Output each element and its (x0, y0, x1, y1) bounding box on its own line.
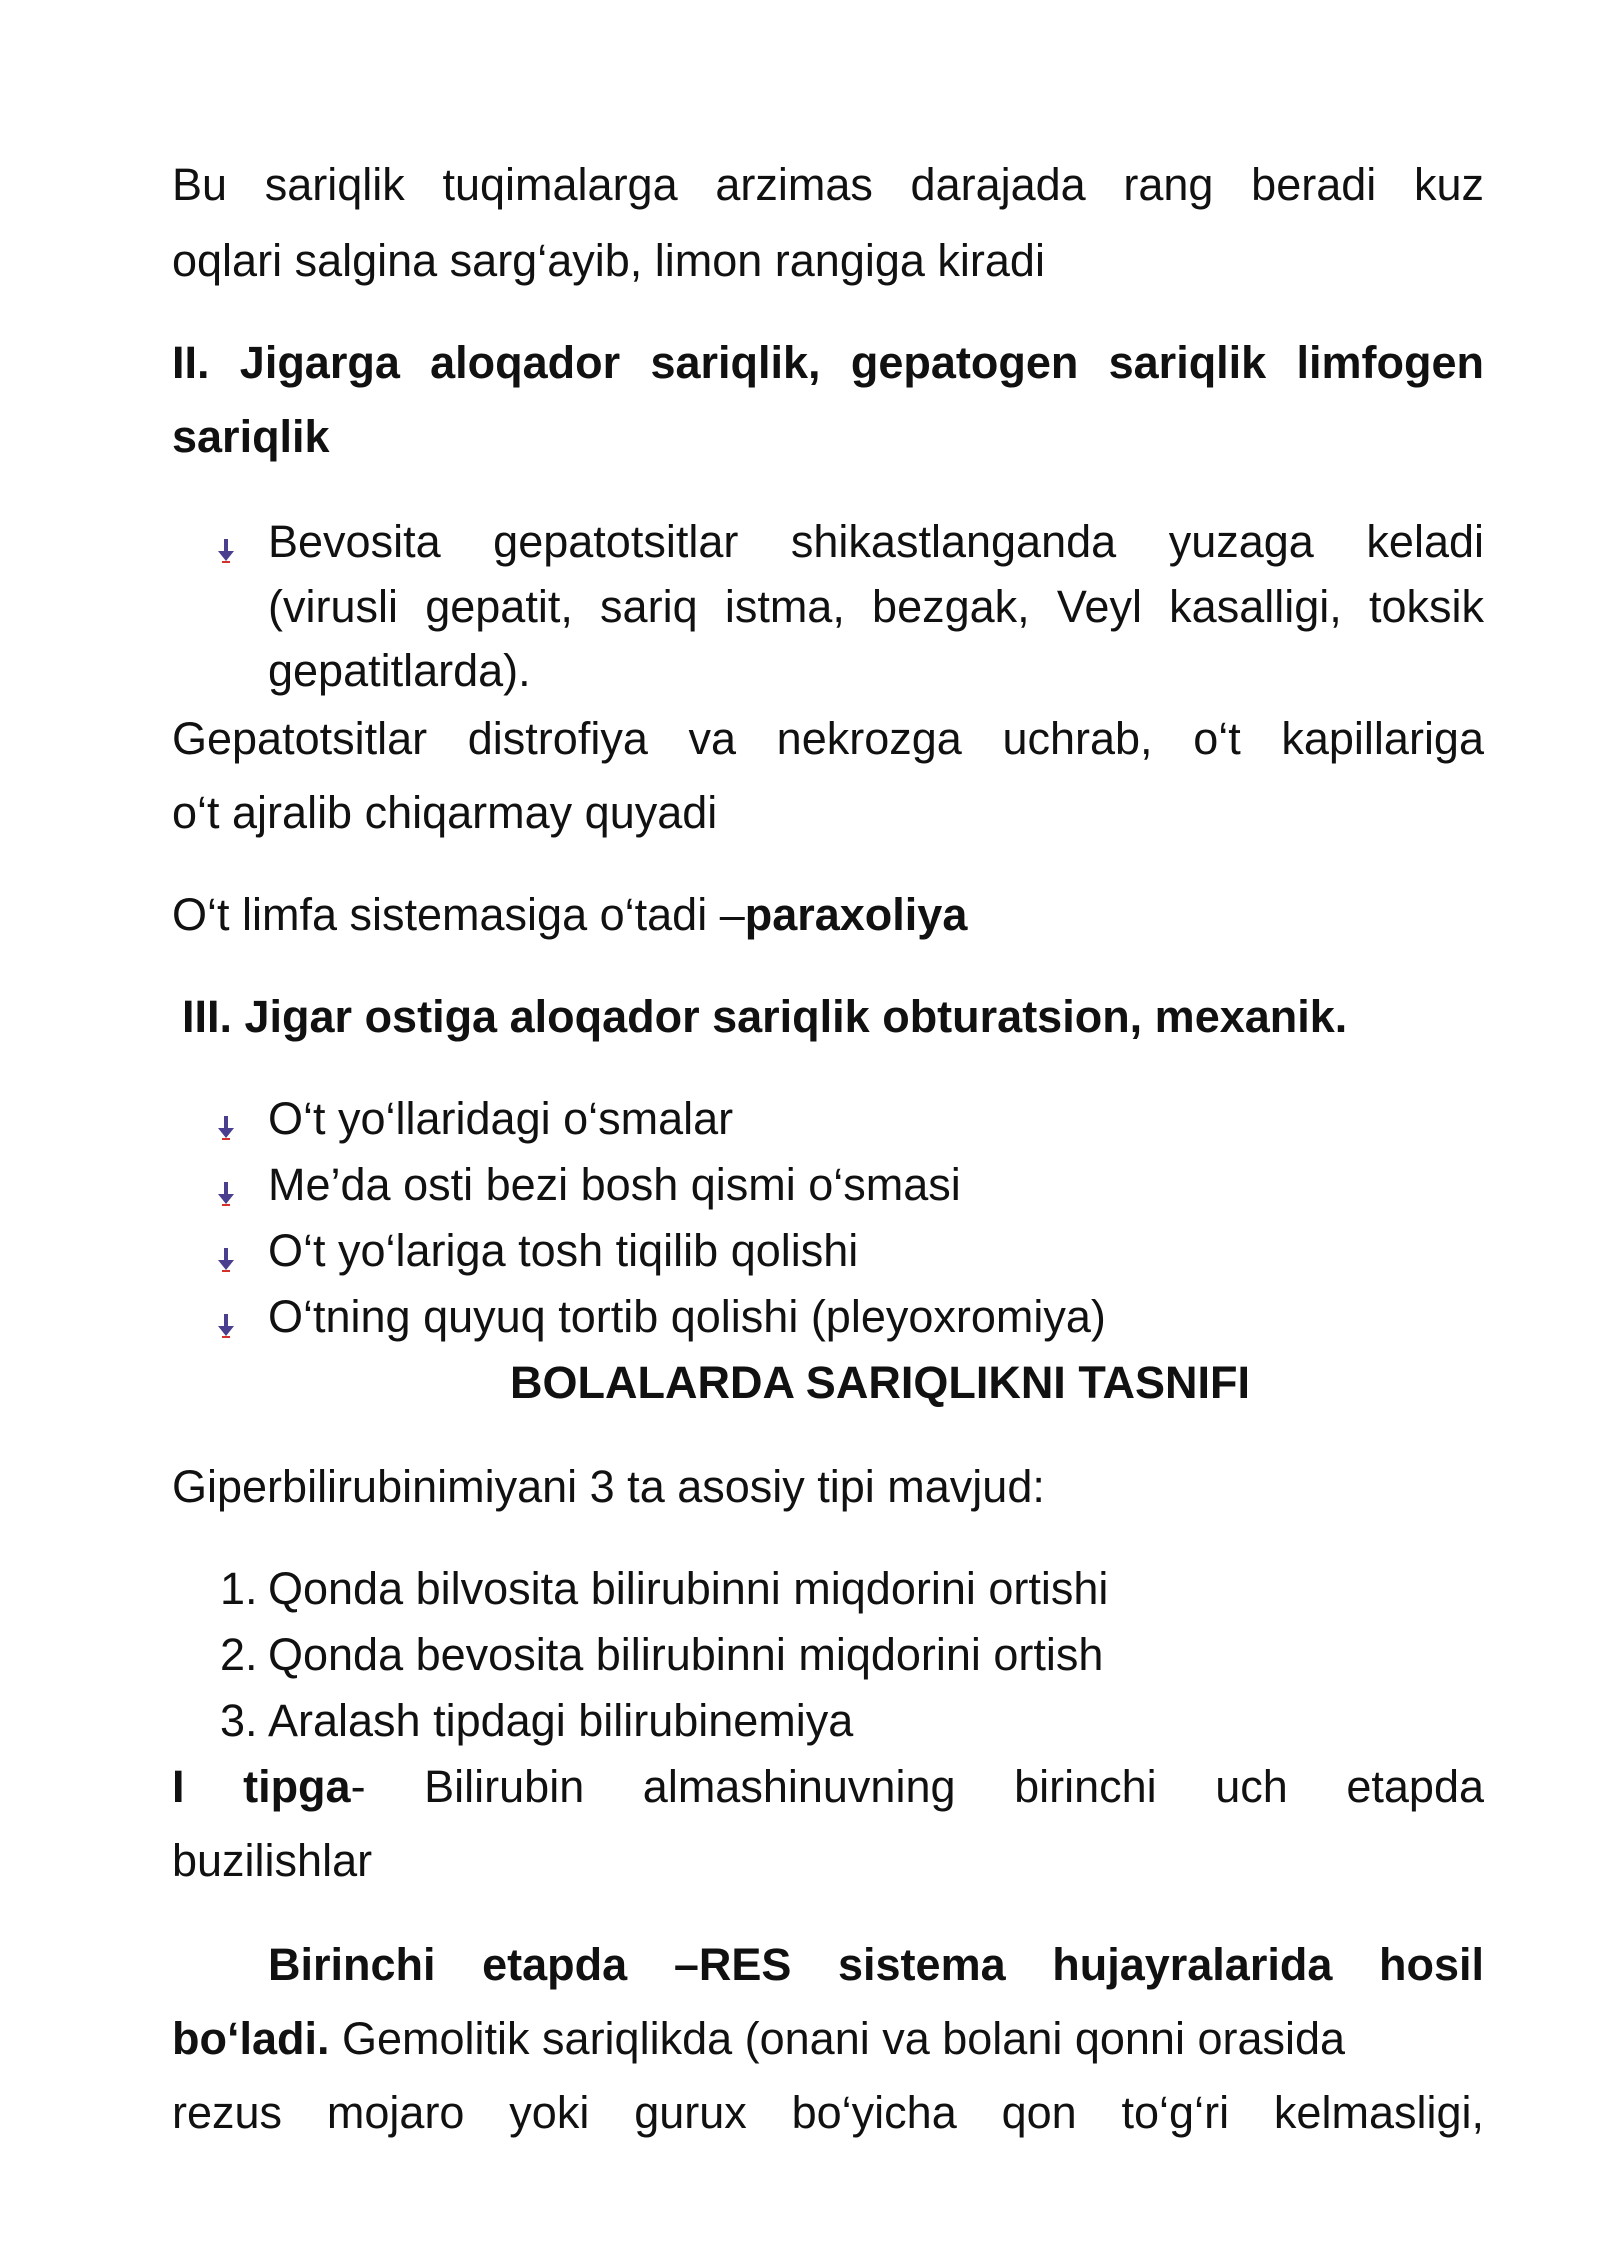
bullet-item-1-line-2: (virusli gepatit, sariq istma, bezgak, Veyl kasalligi, toksik (268, 581, 1484, 632)
bullet-item-4-text: O‘t yo‘lariga tosh tiqilib qolishi (268, 1225, 859, 1276)
bullet-item-1 (216, 516, 1484, 567)
bullet-item-5-text: O‘tning quyuq tortib qolishi (pleyoxromiya) (268, 1291, 1106, 1342)
bullet-item-3 (216, 1159, 1484, 1210)
down-arrow-bullet-icon (216, 1236, 236, 1266)
paragraph-2-line-1: Gepatotsitlar distrofiya va nekrozga uchrab, o‘t kapillariga (172, 713, 1484, 764)
numbered-item-3 (220, 1695, 854, 1746)
bullet-item-2-text: O‘t yo‘llaridagi o‘smalar (268, 1093, 734, 1144)
numbered-item-2 (220, 1629, 1104, 1680)
numbered-item-1 (220, 1563, 1109, 1614)
down-arrow-bullet-icon (216, 527, 236, 557)
bullet-item-3-text: Me’da osti bezi bosh qismi o‘smasi (268, 1159, 961, 1210)
paragraph-6-bold-term: bo‘ladi. (172, 2013, 330, 2064)
paragraph-5-bold-term: I tipga (172, 1761, 351, 1812)
heading-2-line-2: sariqlik (172, 411, 330, 462)
paragraph-6-line-1: Birinchi etapda –RES sistema hujayralarida hosil (268, 1939, 1484, 1990)
bullet-item-1-line-3: gepatitlarda). (268, 645, 531, 696)
heading-2-line-1: II. Jigarga aloqador sariqlik, gepatogen sariqlik limfogen (172, 337, 1484, 388)
down-arrow-bullet-icon (216, 1104, 236, 1134)
numbered-item-1-text: Qonda bilvosita bilirubinni miqdorini ortishi (268, 1563, 1109, 1614)
heading-3: III. Jigar ostiga aloqador sariqlik obturatsion, mexanik. (182, 991, 1348, 1042)
bullet-item-2 (216, 1093, 1484, 1144)
bullet-item-5 (216, 1291, 1484, 1342)
paragraph-5-text: - Bilirubin almashinuvning birinchi uch etapda (350, 1761, 1484, 1812)
numbered-item-2-text: Qonda bevosita bilirubinni miqdorini ortish (268, 1629, 1104, 1680)
bullet-item-1-line-1: Bevosita gepatotsitlar shikastlanganda yuzaga keladi (268, 516, 1484, 567)
down-arrow-bullet-icon (216, 1170, 236, 1200)
paragraph-1-line-1: Bu sariqlik tuqimalarga arzimas darajada rang beradi kuz (172, 159, 1484, 210)
paragraph-3 (172, 889, 1484, 940)
paragraph-5-line-1 (172, 1761, 1484, 1812)
down-arrow-bullet-icon (216, 1302, 236, 1332)
paragraph-6-line-2-text: Gemolitik sariqlikda (onani va bolani qonni orasida (329, 2013, 1346, 2064)
paragraph-2-line-2: o‘t ajralib chiqarmay quyadi (172, 787, 718, 838)
numbered-item-3-text: Aralash tipdagi bilirubinemiya (268, 1695, 854, 1746)
numbered-item-3-number: 3. (220, 1695, 258, 1746)
bullet-item-4 (216, 1225, 1484, 1276)
numbered-item-2-number: 2. (220, 1629, 258, 1680)
paragraph-3-bold-term: paraxoliya (744, 889, 968, 940)
paragraph-4: Giperbilirubinimiyani 3 ta asosiy tipi mavjud: (172, 1461, 1045, 1512)
paragraph-5-line-2: buzilishlar (172, 1835, 373, 1886)
paragraph-6-line-2 (172, 2013, 1484, 2064)
section-title: BOLALARDA SARIQLIKNI TASNIFI (510, 1357, 1250, 1408)
paragraph-3-text: O‘t limfa sistemasiga o‘tadi – (172, 889, 745, 940)
paragraph-1-line-2: oqlari salgina sarg‘ayib, limon rangiga kiradi (172, 235, 1045, 286)
paragraph-6-line-3: rezus mojaro yoki gurux bo‘yicha qon to‘g‘ri kelmasligi, (172, 2087, 1484, 2138)
numbered-item-1-number: 1. (220, 1563, 258, 1614)
